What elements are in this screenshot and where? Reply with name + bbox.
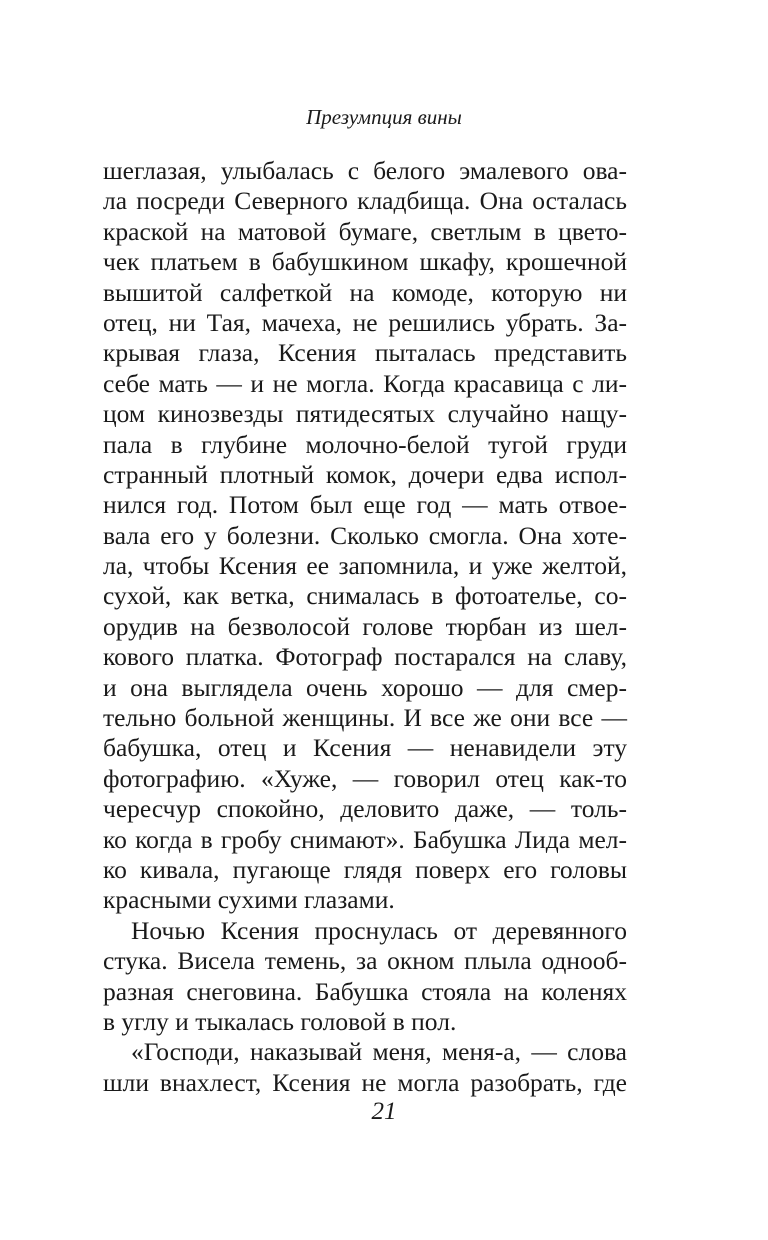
text-line: шли внахлест, Ксения не могла разобрать, где xyxy=(103,1067,627,1097)
text-line: отец, ни Тая, мачеха, не решились убрать. За- xyxy=(103,307,627,337)
text-line: и она выглядела очень хорошо — для смер- xyxy=(103,672,627,702)
text-line: цом кинозвезды пятидесятых случайно нащу- xyxy=(103,399,627,429)
text-line: ко кивала, пугающе глядя поверх его головы xyxy=(103,854,627,884)
text-line: «Господи, наказывай меня, меня-а, — слова xyxy=(131,1037,627,1067)
text-line: бабушка, отец и Ксения — ненавидели эту xyxy=(103,733,627,763)
text-line: кового платка. Фотограф постарался на славу, xyxy=(103,642,627,672)
text-line: тельно больной женщины. И все же они все — xyxy=(103,703,627,733)
text-line: крывая глаза, Ксения пыталась представить xyxy=(103,338,627,368)
text-line: орудив на безволосой голове тюрбан из шел- xyxy=(103,611,627,641)
text-line: ко когда в гробу снимают». Бабушка Лида мел- xyxy=(103,824,627,854)
text-line: фотографию. «Хуже, — говорил отец как-то xyxy=(103,763,627,793)
text-line: краской на матовой бумаге, светлым в цвето- xyxy=(103,216,627,246)
body-text xyxy=(103,156,627,1098)
text-line: шеглазая, улыбалась с белого эмалевого ова- xyxy=(103,156,627,185)
text-line: пала в глубине молочно-белой тугой груди xyxy=(103,429,627,459)
text-line: ла посреди Северного кладбища. Она осталась xyxy=(103,186,627,216)
text-line: нился год. Потом был еще год — мать отвое- xyxy=(103,490,627,520)
text-line: разная снеговина. Бабушка стояла на коленях xyxy=(103,976,627,1006)
text-line: ла, чтобы Ксения ее запомнила, и уже желтой, xyxy=(103,551,627,581)
text-line: красными сухими глазами. xyxy=(103,885,395,915)
text-line: чек платьем в бабушкином шкафу, крошечной xyxy=(103,247,627,277)
running-head: Презумпция вины xyxy=(306,105,462,129)
text-line: вышитой салфеткой на комоде, которую ни xyxy=(103,277,627,307)
text-line: вала его у болезни. Сколько смогла. Она хоте- xyxy=(103,520,627,550)
text-line: в углу и тыкалась головой в пол. xyxy=(103,1006,457,1036)
text-line: себе мать — и не могла. Когда красавица с ли- xyxy=(103,368,627,398)
text-line: стука. Висела темень, за окном плыла однооб- xyxy=(103,946,627,976)
page-number: 21 xyxy=(371,1098,397,1125)
text-line: сухой, как ветка, снималась в фотоателье, со- xyxy=(103,581,627,611)
text-line: Ночью Ксения проснулась от деревянного xyxy=(131,915,627,945)
text-line: странный плотный комок, дочери едва испол- xyxy=(103,459,627,489)
text-line: чересчур спокойно, деловито даже, — толь- xyxy=(103,794,627,824)
